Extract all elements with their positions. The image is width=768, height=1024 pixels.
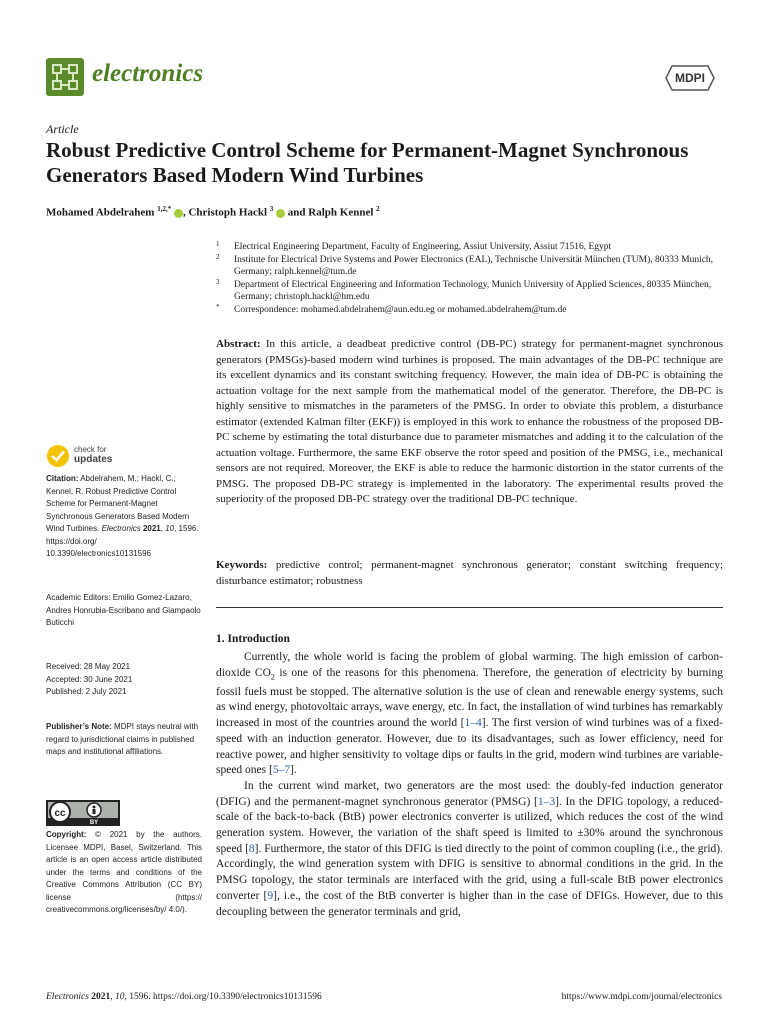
check-updates-top: check for <box>74 445 107 454</box>
affiliation-item: 3 Department of Electrical Engineering and Information Technology, Munich University of Applied Sciences, 80335 München, Germany; christoph.hackl@hm.edu <box>216 277 712 302</box>
copyright-notice: Copyright: © 2021 by the authors. Licensee MDPI, Basel, Switzerland. This article is an open access article distributed under the terms and conditions of the Creative Commons Attribution (CC BY) license (https:// creativecommons.org/licenses/by/ 4.0/). <box>46 830 202 914</box>
svg-text:cc: cc <box>54 808 66 819</box>
correspondence: * Correspondence: mohamed.abdelrahem@aun.edu.eg or mohamed.abdelrahem@tum.de <box>216 302 567 315</box>
footer-citation: Electronics 2021, 10, 1596. https://doi.org/10.3390/electronics10131596 <box>46 992 322 1002</box>
citation-link[interactable]: 8 <box>248 842 255 855</box>
publisher-name: MDPI <box>675 71 705 85</box>
orcid-icon[interactable] <box>174 209 183 218</box>
academic-editors: Academic Editors: Emilio Gomez-Lazaro, Andres Honrubia-Escribano and Giampaolo Buticchi <box>46 593 201 627</box>
accepted-date: Accepted: 30 June 2021 <box>46 674 133 684</box>
svg-text:BY: BY <box>89 820 99 826</box>
author-list: Mohamed Abdelrahem $^{1,2,*}$ , Christoph Hackl $^3$ and Ralph Kennel $^2$ <box>46 205 380 219</box>
cc-by-icon <box>46 800 120 826</box>
paragraph: In the current wind market, two generators are the most used: the doubly-fed induction generator (DFIG) and the permanent-magnet synchronous generator (PMSG) [1–3]. In the DFIG topology, a reduced-scale of the back-to-back (BtB) power electronics converter is utilized, which reduces the cost of the wind generation system. However, the variation of the shaft speed is limited to ±30% around the synchronous speed [8]. Furthermore, the stator of this DFIG is tied directly to the point of common coupling (i.e., the grid). Accordingly, the wind generation system with DFIG is sensitive to abnormal conditions in the grid. In the PMSG topology, the stator terminals are interfaced with the grid, using a full-scale BtB power electronics converter [9], i.e., the cost of the BtB converter is higher than in the case of DFIGs. However, due to this decoupling between the generator terminals and grid, <box>216 779 724 918</box>
circuit-icon <box>46 58 84 96</box>
check-for-updates-badge[interactable] <box>46 444 226 468</box>
abstract-label: Abstract: <box>216 338 261 350</box>
paragraph: Currently, the whole world is facing the problem of global warming. The high emission of carbon-dioxide $CO_2$ is one of the reasons for this phenomena. Therefore, the generation of electricity by burning fossil fuels must be stopped. The alternative solution is the use of clean and renewable energy systems, such as wind energy, photovoltaic arrays, wave energy, etc. In fact, the installation of wind turbines has remarkably increased in most of the countries around the world [1–4]. The first version of wind turbines was of a fixed-speed with an induction generator. However, due to its disadvantages, such as lower efficiency, need for reactive power, and higher sensitivity to voltage dips or faults in the grid, modern wind turbines are variable-speed ones [5–7]. <box>216 651 723 777</box>
article-type: Article <box>46 122 79 136</box>
author-affil: 2 <box>376 205 380 213</box>
abstract-text: In this article, a deadbeat predictive control (DB-PC) strategy for permanent-magnet synchronous generators (PMSGs)-based modern wind turbines is proposed. The main advantages of the DB-PC technique are its excellent dynamics and its constant switching frequency. However, the main idea of DB-PC is obtaining the actuation voltage for the next sample from the mathematical model of the generator. Therefore, the DB-PC is highly sensitive to mismatches in the parameters of the PMSG. In order to obviate this problem, a disturbance estimator (extended Kalman filter (EKF)) is employed in this work to enhance the robustness of the proposed DB-PC scheme by estimating the total disturbance due to parameter mismatches and adding it to the calculation of the actuation voltage. Furthermore, the same EKF observe the rotor speed and position of the PMSG, i.e., mechanical sensors are not required. Moreover, the EKF is able to reduce the harmonic distortion in the stator currents of the PMSG. The proposed DB-PC strategy is implemented in the laboratory. The experimental results proved the superiority of the proposed DB-PC strategy over the traditional DB-PC technique. <box>216 338 723 505</box>
footer-url[interactable]: https://www.mdpi.com/journal/electronics <box>561 992 722 1002</box>
received-date: Received: 28 May 2021 <box>46 662 131 671</box>
author-affil: 3 <box>269 205 274 213</box>
author-name: Ralph Kennel <box>308 206 374 219</box>
publication-dates <box>46 661 202 699</box>
check-icon <box>46 444 70 468</box>
keywords-label: Keywords: <box>216 559 268 571</box>
keywords <box>216 558 723 589</box>
publisher-note: Publisher’s Note: MDPI stays neutral with regard to jurisdictional claims in published maps and institutional affiliations. <box>46 722 199 756</box>
journal-logo <box>46 58 84 96</box>
divider <box>216 607 723 608</box>
abstract <box>216 337 723 508</box>
section-heading: 1. Introduction <box>216 633 290 645</box>
author-affil: 1,2,* <box>157 205 172 213</box>
journal-name: electronics <box>92 60 204 87</box>
citation-link[interactable]: 9 <box>267 889 274 902</box>
author-name: Mohamed Abdelrahem <box>46 206 155 219</box>
section-body <box>216 650 723 920</box>
affiliation-item: 2 Institute for Electrical Drive Systems and Power Electronics (EAL), Technische Universität München (TUM), 80333 Munich, Germany; ralph.kennel@tum.de <box>216 252 714 277</box>
affiliation-item: 1 Electrical Engineering Department, Faculty of Engineering, Assiut University, Assiut 71516, Egypt <box>216 240 612 252</box>
affiliations <box>216 241 726 316</box>
cc-license-badge[interactable] <box>46 800 120 826</box>
orcid-icon[interactable] <box>276 209 285 218</box>
citation-link[interactable]: 1–3 <box>537 795 556 808</box>
citation-block: Citation: Abdelrahem, M.; Hackl, C.; Kennel, R. Robust Predictive Control Scheme for Permanent-Magnet Synchronous Generators Based Modern Wind Turbines. Electronics 2021, 10, 1596. https://doi.org/ 10.3390/electronics10131596 <box>46 474 199 558</box>
check-updates-bottom: updates <box>74 454 113 465</box>
publisher-logo <box>664 64 716 92</box>
citation-link[interactable]: 5–7 <box>272 764 291 777</box>
citation-link[interactable]: 1–4 <box>464 717 482 730</box>
author-name: Christoph Hackl <box>188 206 268 219</box>
paper-title: Robust Predictive Control Scheme for Permanent-Magnet Synchronous Generators Based Modern Wind Turbines <box>46 138 689 187</box>
published-date: Published: 2 July 2021 <box>46 687 127 696</box>
keywords-text: predictive control; permanent-magnet synchronous generator; constant switching frequency; disturbance estimator; robustness <box>216 559 723 587</box>
